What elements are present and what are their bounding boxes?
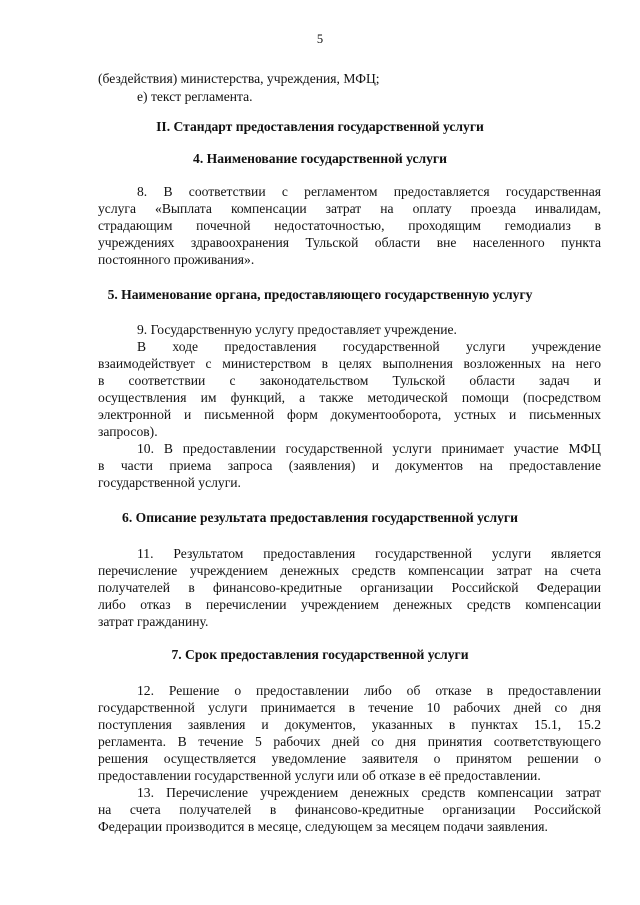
text-line: е) текст регламента. xyxy=(137,89,253,104)
text-line: затрат гражданину. xyxy=(98,614,209,629)
text-line: либо отказ в перечислении учреждением денежных средств компенсации xyxy=(98,597,601,612)
text-line: постоянного проживания». xyxy=(98,252,255,267)
text-line: 8. В соответствии с регламентом предоставляется государственная xyxy=(137,184,601,199)
text-line: взаимодействует с министерством в целях выполнения возложенных на него xyxy=(98,356,601,371)
text-line: регламента. В течение 5 рабочих дней со дня принятия соответствующего xyxy=(98,734,601,749)
text-line: 13. Перечисление учреждением денежных средств компенсации затрат xyxy=(137,785,601,800)
text-line: получателей в финансово-кредитные организации Российской Федерации xyxy=(98,580,601,595)
text-line: (бездействия) министерства, учреждения, МФЦ; xyxy=(98,71,380,86)
section-heading: 4. Наименование государственной услуги xyxy=(193,151,447,166)
text-line: 9. Государственную услугу предоставляет учреждение. xyxy=(137,322,457,337)
text-line: решения осуществляется уведомление заявителя о принятом решении о xyxy=(98,751,601,766)
text-line: электронной и письменной форм документооборота, устных и письменных xyxy=(98,407,601,422)
text-line: 11. Результатом предоставления государственной услуги является xyxy=(137,546,601,561)
text-line: В ходе предоставления государственной услуги учреждение xyxy=(137,339,601,354)
page-number: 5 xyxy=(316,32,324,46)
text-line: услуга «Выплата компенсации затрат на оплату проезда инвалидам, xyxy=(98,201,601,216)
text-line: Федерации производится в месяце, следующем за месяцем подачи заявления. xyxy=(98,819,548,834)
section-heading: 7. Срок предоставления государственной услуги xyxy=(171,647,469,662)
text-line: страдающим почечной недостаточностью, проходящим гемодиализ в xyxy=(98,218,601,233)
text-line: в части приема запроса (заявления) и документов на предоставление xyxy=(98,458,601,473)
text-line: учреждениях здравоохранения Тульской области вне населенного пункта xyxy=(98,235,601,250)
text-line: 10. В предоставлении государственной услуги принимает участие МФЦ xyxy=(137,441,601,456)
text-line: государственной услуги принимается в течение 10 рабочих дней со дня xyxy=(98,700,601,715)
section-heading: 5. Наименование органа, предоставляющего государственную услугу xyxy=(107,287,533,302)
text-line: государственной услуги. xyxy=(98,475,241,490)
text-line: на счета получателей в финансово-кредитные организации Российской xyxy=(98,802,601,817)
text-line: запросов). xyxy=(98,424,158,439)
text-line: предоставлении государственной услуги или об отказе в её предоставлении. xyxy=(98,768,541,783)
text-line: в соответствии с законодательством Тульской области задач и xyxy=(98,373,601,388)
text-line: осуществления им функций, а также методической помощи (посредством xyxy=(98,390,601,405)
section-heading: II. Стандарт предоставления государственной услуги xyxy=(156,119,484,134)
text-line: 12. Решение о предоставлении либо об отказе в предоставлении xyxy=(137,683,601,698)
section-heading: 6. Описание результата предоставления государственной услуги xyxy=(122,510,518,525)
text-line: поступления заявления и документов, указанных в пунктах 15.1, 15.2 xyxy=(98,717,601,732)
text-line: перечисление учреждением денежных средств компенсации затрат на счета xyxy=(98,563,601,578)
